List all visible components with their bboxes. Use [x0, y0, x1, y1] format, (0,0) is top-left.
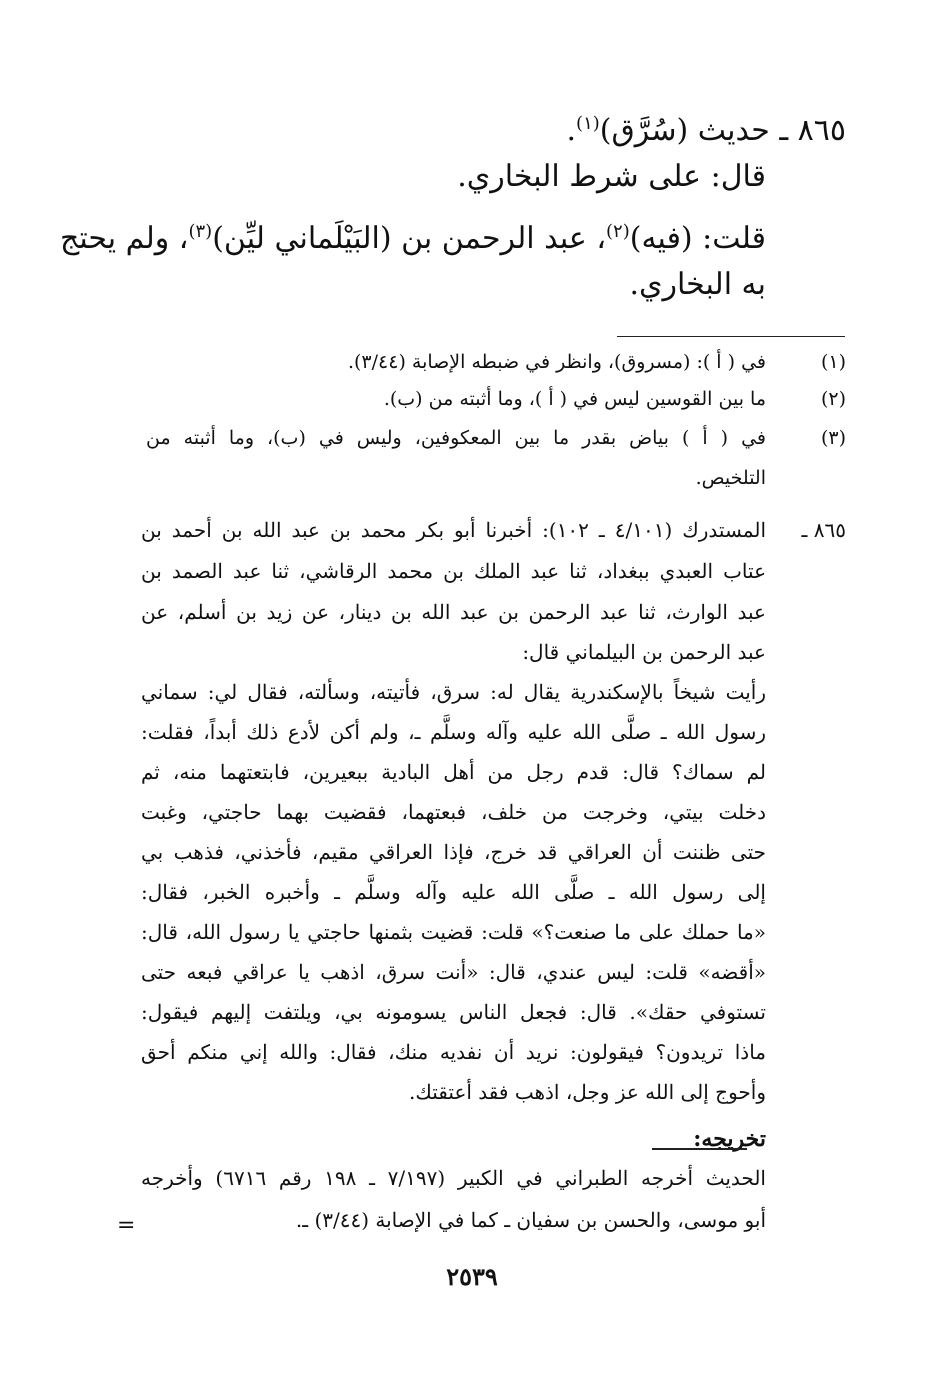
qultu-part2: ، عبد الرحمن بن (البَيْلَماني ليِّن)	[212, 221, 606, 256]
source-line: وأحوج إلى الله عز وجل، اذهب فقد أعتقتك.	[409, 1080, 766, 1104]
source-line: حتى ظننت أن العراقي قد خرج، فإذا العراقي مقيم، فأخذني، فذهب بي	[141, 840, 766, 864]
source-line: عبد الوارث، ثنا عبد الرحمن بن عبد الله بن دينار، عن زيد بن أسلم، عن	[141, 600, 766, 624]
hadith-title-end: .	[566, 113, 577, 148]
source-line: رأيت شيخاً بالإسكندرية يقال له: سرق، فأتيته، وسألته، فقال لي: سماني	[141, 680, 766, 704]
takhrij-line: الحديث أخرجه الطبراني في الكبير (٧/١٩٧ ـ ١٩٨ رقم ٦٧١٦) وأخرجه	[141, 1166, 766, 1190]
takhrij-line: أبو موسى، والحسن بن سفيان ـ كما في الإصابة (٣/٤٤) ـ.	[295, 1208, 766, 1232]
continuation-mark: =	[117, 1213, 136, 1238]
footnote-number: (١)	[820, 351, 846, 373]
footnote-ref-2: (٢)	[606, 221, 630, 242]
footnote-ref-1: (١)	[576, 113, 600, 134]
source-line: المستدرك (٤/١٠١ ـ ١٠٢): أخبرنا أبو بكر محمد بن عبد الله بن أحمد بن	[141, 518, 767, 542]
source-line: تستوفي حقك». قال: فجعل الناس يسومونه بي، ويلتفت إليهم فيقول:	[141, 1000, 766, 1024]
source-line: رسول الله ـ صلَّى الله عليه وآله وسلَّم ـ، ولم أكن لأدع ذلك أبداً، فقلت:	[141, 720, 766, 744]
hadith-title	[567, 114, 847, 149]
source-line: إلى رسول الله ـ صلَّى الله عليه وآله وسلَّم ـ وأخبره الخبر، فقال:	[141, 880, 766, 904]
footnote-number: (٣)	[820, 427, 846, 449]
footnote-ref-3: (٣)	[188, 221, 213, 242]
source-line: لم سماك؟ قال: قدم رجل من أهل البادية ببعيرين، فابتعتهما منه، ثم	[141, 760, 766, 784]
source-number: ٨٦٥ ـ	[801, 518, 846, 542]
source-line: عتاب العبدي ببغداد، ثنا عبد الملك بن محمد الرقاشي، ثنا عبد الصمد بن	[141, 559, 766, 583]
source-line: دخلت بيتي، وخرجت من خلف، فبعتهما، فقضيت بهما حاجتي، وغبت	[141, 800, 766, 824]
source-line: عبد الرحمن بن البيلماني قال:	[522, 640, 766, 664]
source-line: «أقضه» قلت: ليس عندي، قال: «أنت سرق، اذهب يا عراقي فبعه حتى	[141, 960, 766, 984]
footnote-text: في ( أ ): (مسروق)، وانظر في ضبطه الإصابة (٣/٤٤).	[347, 351, 766, 373]
takhrij-underline	[652, 1148, 747, 1150]
footnote-text: في ( أ ) بياض بقدر ما بين المعكوفين، وليس في (ب)، وما أثبته من	[146, 427, 766, 449]
footnote-number: (٢)	[820, 388, 846, 410]
footnote-text: التلخيص.	[695, 467, 766, 489]
qultu-line	[60, 222, 766, 257]
source-line: «ما حملك على ما صنعت؟» قلت: قضيت بثمنها حاجتي يا رسول الله، قال:	[141, 920, 766, 944]
source-line: ماذا تريدون؟ فيقولون: نريد أن نفديه منك، فقال: والله إني منكم أحق	[141, 1040, 766, 1064]
qultu-line-2: به البخاري.	[629, 267, 766, 302]
footnote-separator	[617, 336, 845, 337]
takhrij-heading: تخريجه:	[693, 1126, 766, 1152]
footnote-text: ما بين القوسين ليس في ( أ )، وما أثبته من (ب).	[383, 388, 766, 410]
qultu-part1: قلت: (فيه)	[629, 221, 766, 256]
qala-line: قال: على شرط البخاري.	[457, 159, 766, 194]
qultu-part3: ، ولم يحتج	[59, 221, 189, 256]
hadith-title-text: ٨٦٥ ـ حديث (سُرَّق)	[599, 113, 846, 148]
page-number: ٢٥٣٩	[446, 1262, 498, 1291]
